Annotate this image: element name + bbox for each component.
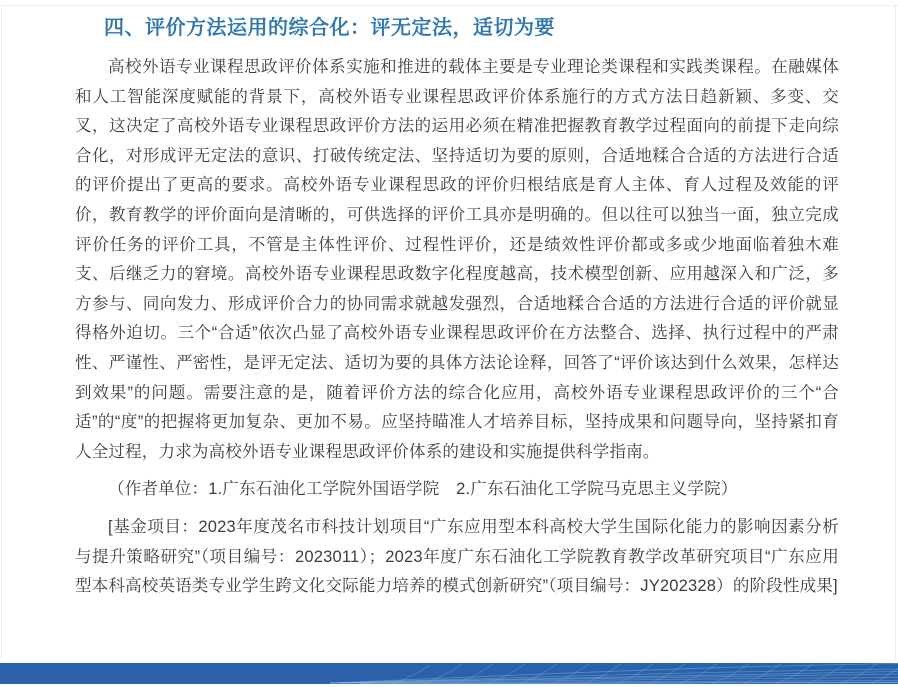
mesh-pattern-decoration xyxy=(0,663,898,684)
body-paragraph: 高校外语专业课程思政评价体系实施和推进的载体主要是专业理论类课程和实践类课程。在融媒体和人工智能深度赋能的背景下，高校外语专业课程思政评价体系施行的方式方法日趋新颖、多变、交叉，这决定了高校外语专业课程思政评价方法的运用必须在精准把握教育教学过程面向的前提下走向综合化，对形成评无定法的意识、打破传统定法、坚持适切为要的原则，合适地糅合合适的方法进行合适的评价提出了更高的要求。高校外语专业课程思政的评价归根结底是育人主体、育人过程及效能的评价，教育教学的评价面向是清晰的，可供选择的评价工具亦是明确的。但以往可以独当一面，独立完成评价任务的评价工具，不管是主体性评价、过程性评价，还是绩效性评价都或多或少地面临着独木难支、后继乏力的窘境。高校外语专业课程思政数字化程度越高，技术模型创新、应用越深入和广泛，多方参与、同向发力、形成评价合力的协同需求就越发强烈，合适地糅合合适的方法进行合适的评价就显得格外迫切。三个“合适”依次凸显了高校外语专业课程思政评价在方法整合、选择、执行过程中的严肃性、严谨性、严密性，是评无定法、适切为要的具体方法论诠释，回答了“评价该达到什么效果，怎样达到效果”的问题。需要注意的是，随着评价方法的综合化应用，高校外语专业课程思政评价的三个“合适”的“度”的把握将更加复杂、更加不易。应坚持瞄准人才培养目标，坚持成果和问题导向，坚持紧扣育人全过程，力求为高校外语专业课程思政评价体系的建设和实施提供科学指南。 xyxy=(75,58,839,461)
page-border-right xyxy=(895,5,896,659)
section-heading: 四、评价方法运用的综合化：评无定法，适切为要 xyxy=(104,17,555,39)
footer-decoration-band xyxy=(0,663,898,684)
page-border-left xyxy=(1,5,2,659)
fund-project-note: [基金项目：2023年度茂名市科技计划项目“广东应用型本科高校大学生国际化能力的影响因素分析与提升策略研究”（项目编号：2023011）；2023年度广东石油化工学院教育教学改革研究项目“广东应用型本科高校英语类专业学生跨文化交际能力培养的模式创新研究”（项目编号：JY202328）的阶段性成果] xyxy=(75,517,839,596)
article-content xyxy=(75,0,839,602)
author-unit-line: （作者单位：1.广东石油化工学院外国语学院 2.广东石油化工学院马克思主义学院） xyxy=(108,480,738,499)
